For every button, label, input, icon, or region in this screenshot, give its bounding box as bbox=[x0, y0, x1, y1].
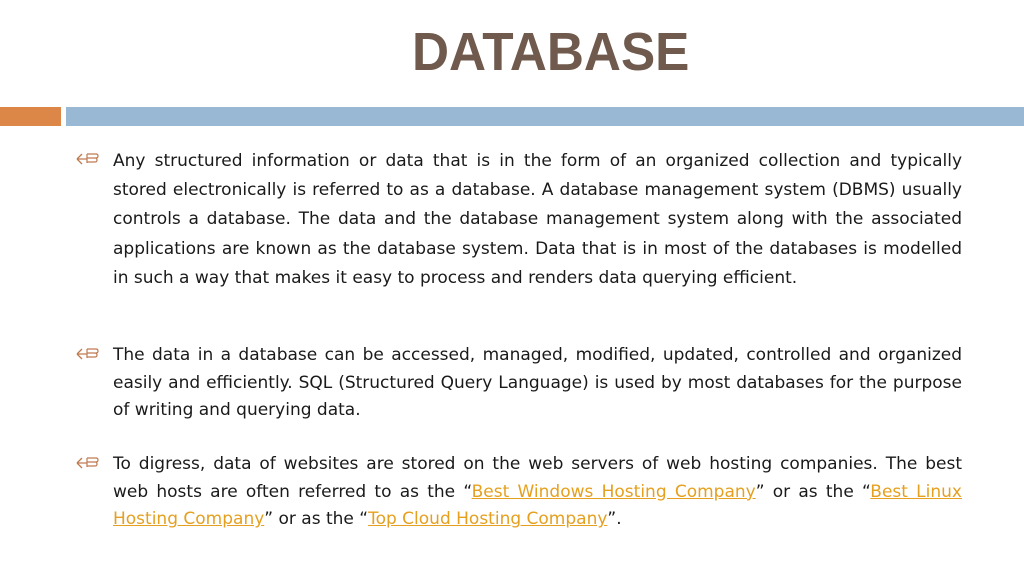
bullet-item bbox=[74, 451, 962, 534]
bullet-text-mid: ” or as the “ bbox=[755, 481, 871, 502]
bullet-text bbox=[113, 451, 962, 534]
bullet-item bbox=[74, 342, 962, 425]
slide-title: DATABASE bbox=[412, 22, 690, 82]
bullet-text-mid: ” or as the “ bbox=[264, 509, 369, 530]
bullet-item bbox=[74, 147, 962, 293]
pointing-hand-icon bbox=[74, 147, 102, 169]
bullet-text: Any structured information or data that is in the form of an organized collection and typically stored electronically is referred to as a database. A database management system (DBMS) usually controls a database. The data and the database management system along with the associated applications are known as the database system. Data that is in most of the databases is modelled in such a way that makes it easy to process and renders data querying efficient. bbox=[113, 151, 962, 288]
pointing-hand-icon bbox=[74, 451, 102, 473]
header-accent-bar-blue bbox=[66, 107, 1024, 126]
header-accent-bar-orange bbox=[0, 107, 61, 126]
bullet-text-suffix: ”. bbox=[607, 509, 622, 530]
best-windows-hosting-link[interactable]: Best Windows Hosting Company bbox=[471, 481, 756, 502]
top-cloud-hosting-link[interactable]: Top Cloud Hosting Company bbox=[368, 509, 608, 530]
best-linux-hosting-link[interactable]: Best Linux Hosting Company bbox=[113, 481, 962, 530]
pointing-hand-icon bbox=[74, 342, 102, 364]
bullet-text-prefix: To digress, data of websites are stored on the web servers of web hosting companies. The best web hosts are often referred to as the “ bbox=[113, 454, 962, 502]
bullet-text: The data in a database can be accessed, managed, modified, updated, controlled and organized easily and efficiently. SQL (Structured Query Language) is used by most databases for the purpose of writing and querying data. bbox=[113, 345, 962, 421]
